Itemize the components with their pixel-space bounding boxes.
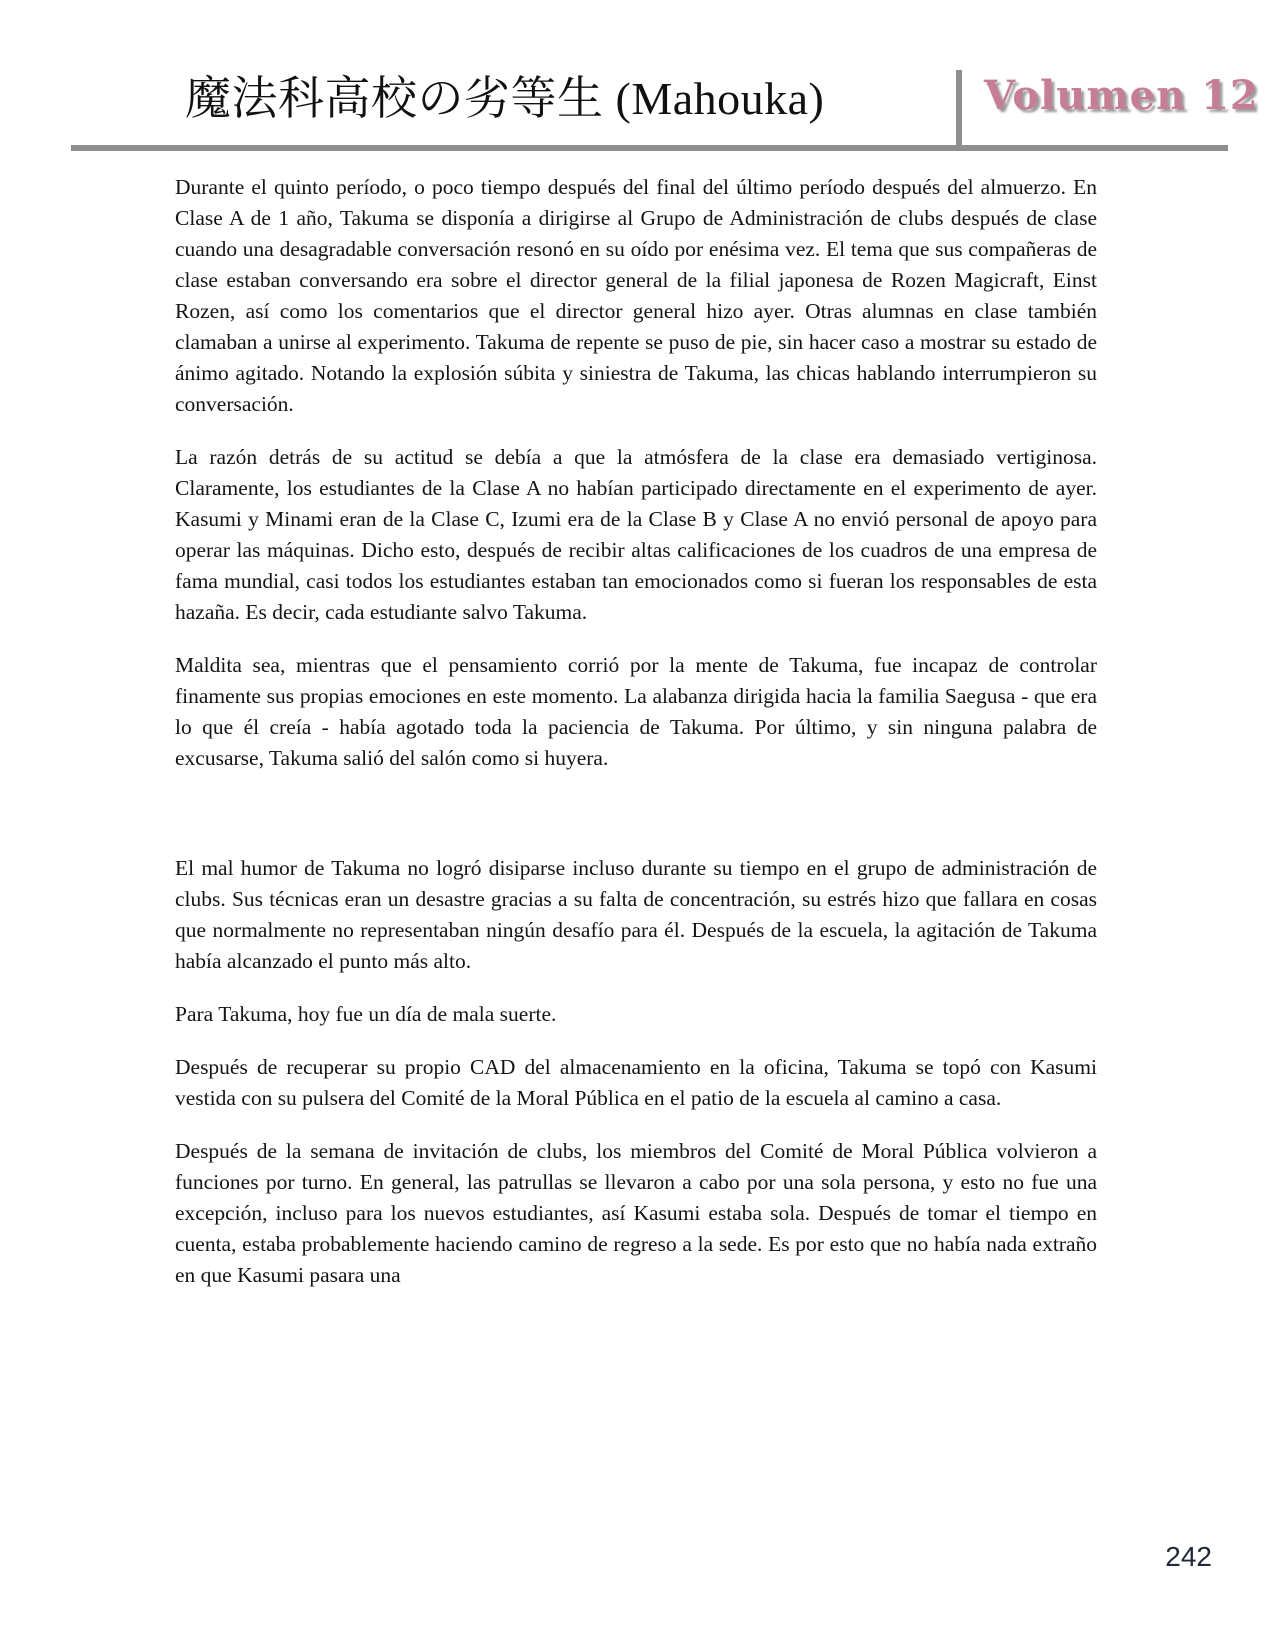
- paragraph-5: Para Takuma, hoy fue un día de mala suerte.: [175, 1002, 557, 1026]
- paragraph-4: El mal humor de Takuma no logró disiparse incluso durante su tiempo en el grupo de administración de clubs. Sus técnicas eran un desastre gracias a su falta de concentración, su estrés hizo que fallara en cosas que normalmente no representaban ningún desafío para él. Después de la escuela, la agitación de Takuma había alcanzado el punto más alto.: [175, 856, 1097, 973]
- paragraph-6: Después de recuperar su propio CAD del almacenamiento en la oficina, Takuma se topó con Kasumi vestida con su pulsera del Comité de la Moral Pública en el patio de la escuela al camino a casa.: [175, 1055, 1097, 1110]
- volume-label: Volumen 12: [984, 72, 1259, 119]
- paragraph-1: Durante el quinto período, o poco tiempo después del final del último período después del almuerzo. En Clase A de 1 año, Takuma se disponía a dirigirse al Grupo de Administración de clubs después de clase cuando una desagradable conversación resonó en su oído por enésima vez. El tema que sus compañeras de clase estaban conversando era sobre el director general de la filial japonesa de Rozen Magicraft, Einst Rozen, así como los comentarios que el director general hizo ayer. Otras alumnas en clase también clamaban a unirse al experimento. Takuma de repente se puso de pie, sin hacer caso a mostrar su estado de ánimo agitado. Notando la explosión súbita y siniestra de Takuma, las chicas hablando interrumpieron su conversación.: [175, 175, 1097, 416]
- paragraph-3: Maldita sea, mientras que el pensamiento corrió por la mente de Takuma, fue incapaz de controlar finamente sus propias emociones en este momento. La alabanza dirigida hacia la familia Saegusa - que era lo que él creía - había agotado toda la paciencia de Takuma. Por último, y sin ninguna palabra de excusarse, Takuma salió del salón como si huyera.: [175, 653, 1097, 770]
- paragraph-7: Después de la semana de invitación de clubs, los miembros del Comité de Moral Pública volvieron a funciones por turno. En general, las patrullas se llevaron a cabo por una sola persona, y esto no fue una excepción, incluso para los nuevos estudiantes, así Kasumi estaba sola. Después de tomar el tiempo en cuenta, estaba probablemente haciendo camino de regreso a la sede. Es por esto que no había nada extraño en que Kasumi pasara una: [175, 1139, 1097, 1287]
- header-vertical-divider: [956, 70, 962, 150]
- body-text: [175, 172, 1097, 1313]
- paragraph-2: La razón detrás de su actitud se debía a que la atmósfera de la clase era demasiado vertiginosa. Claramente, los estudiantes de la Clase A no habían participado directamente en el experimento de ayer. Kasumi y Minami eran de la Clase C, Izumi era de la Clase B y Clase A no envió personal de apoyo para operar las máquinas. Dicho esto, después de recibir altas calificaciones de los cuadros de una empresa de fama mundial, casi todos los estudiantes estaban tan emocionados como si fueran los responsables de esta hazaña. Es decir, cada estudiante salvo Takuma.: [175, 445, 1097, 624]
- page-title: 魔法科高校の劣等生 (Mahouka): [185, 73, 825, 124]
- page-number: 242: [1165, 1541, 1212, 1572]
- header-horizontal-rule: [71, 145, 1228, 151]
